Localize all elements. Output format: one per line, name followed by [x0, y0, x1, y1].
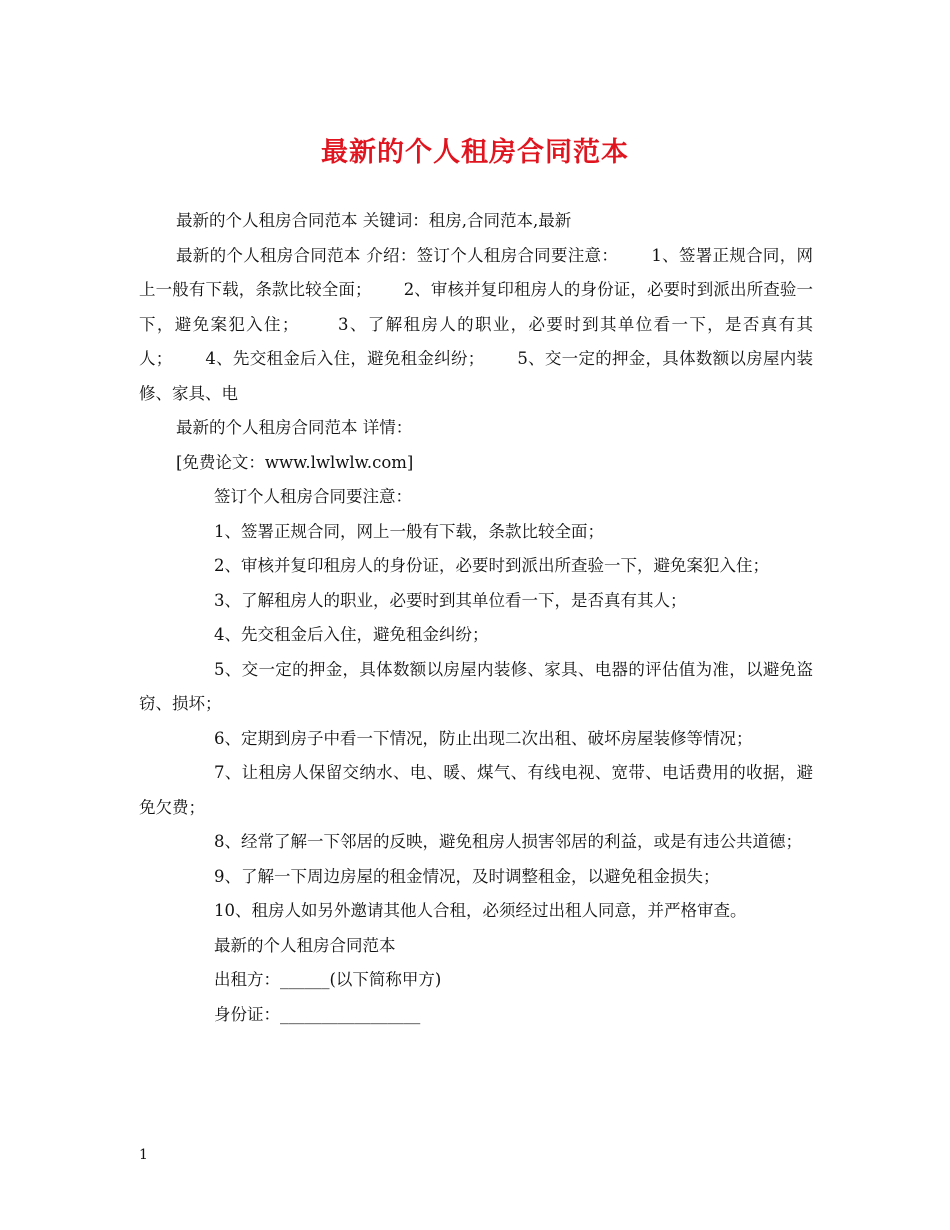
page-number: 1 [139, 1147, 148, 1163]
notice-heading: 签订个人租房合同要注意： [214, 487, 412, 506]
notice-item: 4、先交租金后入住，避免租金纠纷； [214, 625, 489, 644]
notice-item: 2、审核并复印租房人的身份证，必要时到派出所查验一下，避免案犯入住； [214, 556, 769, 575]
landlord-field: 出租方：______(以下简称甲方) [214, 970, 442, 989]
notice-item: 1、签署正规合同，网上一般有下载，条款比较全面； [214, 521, 604, 541]
notice-item: 5、交一定的押金，具体数额以房屋内装修、家具、电器的评估值为准，以避免盗窃、损坏； [139, 659, 813, 713]
keywords-paragraph: 最新的个人租房合同范本 关键词：租房,合同范本,最新 [176, 211, 572, 230]
source-note: [免费论文：www.lwlwlw.com] [176, 452, 414, 472]
notice-item: 9、了解一下周边房屋的租金情况，及时调整租金，以避免租金损失； [214, 866, 720, 886]
document-body [139, 204, 813, 1032]
details-heading: 最新的个人租房合同范本 详情： [176, 418, 413, 437]
notice-item: 6、定期到房子中看一下情况，防止出现二次出租、破坏房屋装修等情况； [214, 728, 753, 748]
introduction-paragraph: 最新的个人租房合同范本 介绍：签订个人租房合同要注意： 1、签署正规合同，网上一般有下载，条款比较全面； 2、审核并复印租房人的身份证，必要时到派出所查验一下，避免案犯入住； 3、了解租房人的职业，必要时到其单位看一下，是否真有其人； 4、先交租金后入住，避免租金纠纷； 5、交一定的押金，具体数额以房屋内装修、家具、电 [139, 245, 813, 403]
id-card-field: 身份证：_________________ [214, 1004, 421, 1024]
notice-item: 8、经常了解一下邻居的反映，避免租房人损害邻居的利益，或是有违公共道德； [214, 832, 802, 851]
notice-item: 3、了解租房人的职业，必要时到其单位看一下，是否真有其人； [214, 590, 687, 610]
notice-item: 10、租房人如另外邀请其他人合租，必须经过出租人同意，并严格审查。 [214, 901, 747, 920]
contract-title-line: 最新的个人租房合同范本 [214, 935, 396, 955]
notice-item: 7、让租房人保留交纳水、电、暖、煤气、有线电视、宽带、电话费用的收据，避免欠费； [139, 763, 813, 817]
document-title: 最新的个人租房合同范本 [321, 137, 629, 168]
